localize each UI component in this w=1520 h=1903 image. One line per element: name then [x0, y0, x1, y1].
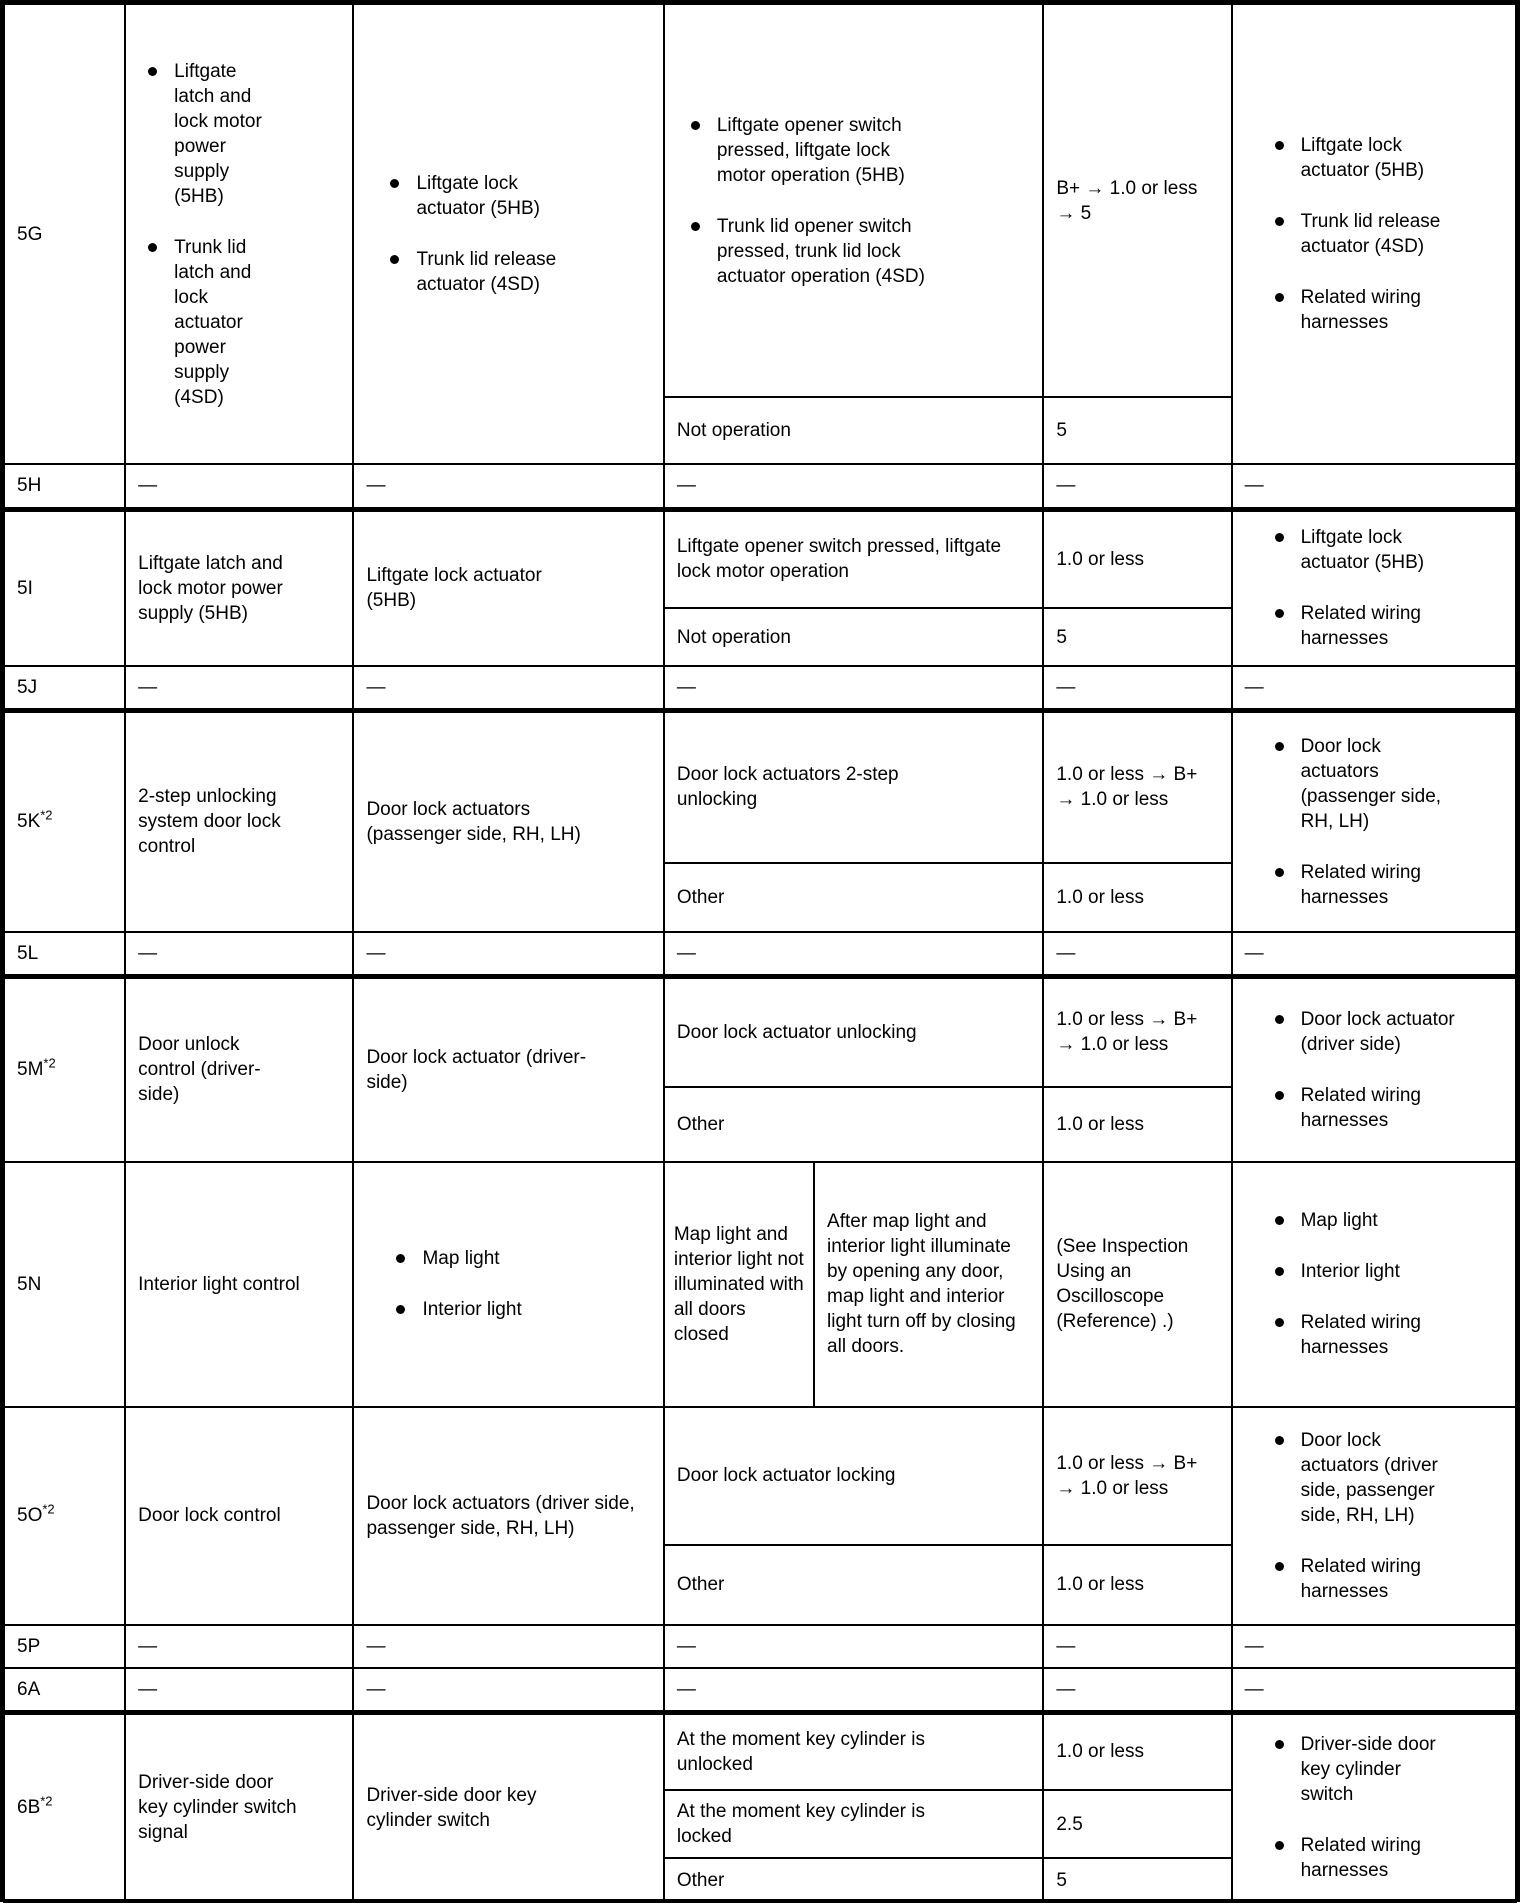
bullet-item	[1275, 1007, 1503, 1057]
condition-text: Not operation	[676, 626, 791, 648]
cell-6b-value-1	[1043, 1712, 1231, 1790]
cell-5i-connected	[353, 509, 663, 666]
terminal-code: 5L	[17, 942, 39, 964]
voltage-value: 1.0 or less	[1056, 1574, 1144, 1595]
description-text: 2-step unlocking system door lock control	[138, 786, 281, 858]
cell-5l-condition	[664, 932, 1043, 977]
parts-bullet-list	[1245, 1732, 1503, 1883]
cell-6a-connected	[353, 1668, 663, 1713]
bullet-icon	[1275, 533, 1284, 542]
bullet-text: Related wiring harnesses	[1300, 1312, 1421, 1358]
cell-5o-value-2	[1043, 1545, 1231, 1625]
cell-5m-value-2	[1043, 1087, 1231, 1162]
bullet-text: Interior light	[1300, 1261, 1400, 1282]
bullet-item	[1275, 601, 1503, 651]
cell-5o-condition-2	[664, 1545, 1043, 1625]
bullet-icon	[1275, 609, 1284, 618]
cell-5n-condition-a	[664, 1162, 814, 1407]
condition-text: At the moment key cylinder is unlocked	[676, 1728, 926, 1775]
cell-5g-description	[125, 4, 353, 464]
dash: —	[1244, 677, 1264, 698]
cell-5p-condition	[664, 1625, 1043, 1668]
condition-text: Other	[676, 886, 725, 908]
cell-5k-connected	[353, 711, 663, 932]
dash: —	[1056, 1635, 1076, 1657]
row-5p	[4, 1625, 1516, 1668]
row-5g	[4, 4, 1516, 397]
cell-5m-description	[125, 977, 353, 1162]
bullet-icon	[390, 179, 399, 188]
description-text: Door lock control	[138, 1505, 281, 1526]
voltage-value: 1.0 or less → B+ → 1.0 or less	[1056, 764, 1198, 811]
cell-5p-parts	[1232, 1625, 1516, 1668]
bullet-text: Liftgate latch and lock motor power supply (5HB)	[174, 60, 262, 207]
voltage-value: 1.0 or less	[1056, 1113, 1144, 1135]
dash: —	[676, 677, 696, 698]
bullet-item	[396, 1297, 650, 1322]
row-5o	[4, 1407, 1516, 1545]
cell-5i-condition-1	[664, 509, 1043, 608]
bullet-item	[1275, 1259, 1503, 1284]
dash: —	[1056, 475, 1076, 497]
bullet-text: Interior light	[422, 1299, 522, 1320]
bullet-icon	[396, 1254, 405, 1263]
cell-5o-condition-1	[664, 1407, 1043, 1545]
bullet-text: Door lock actuators (passenger side, RH, LH)	[1300, 735, 1442, 832]
voltage-value: 1.0 or less → B+ → 1.0 or less	[1056, 1009, 1198, 1056]
voltage-value: 5	[1056, 420, 1067, 441]
voltage-value: 5	[1056, 1869, 1067, 1891]
bullet-item	[1275, 1428, 1503, 1528]
cell-5h-connected	[353, 464, 663, 509]
cell-6b-description	[125, 1712, 353, 1902]
bullet-icon	[1275, 1841, 1284, 1850]
bullet-text: Related wiring harnesses	[1300, 1084, 1421, 1131]
bullet-icon	[1275, 1015, 1284, 1024]
dash: —	[1056, 1678, 1076, 1700]
cell-5l-parts	[1232, 932, 1516, 977]
cell-5p-connected	[353, 1625, 663, 1668]
cell-5h-terminal	[4, 464, 125, 509]
cell-5n-parts	[1232, 1162, 1516, 1407]
connected-bullet-list	[366, 171, 650, 297]
bullet-text: Liftgate lock actuator (5HB)	[416, 173, 540, 219]
cell-5l-connected	[353, 932, 663, 977]
parts-bullet-list	[1245, 1007, 1503, 1133]
cell-5l-description	[125, 932, 353, 977]
voltage-value: (See Inspection Using an Oscilloscope (Reference) .)	[1056, 1236, 1189, 1332]
cell-5h-value	[1043, 464, 1231, 509]
cell-6a-value	[1043, 1668, 1231, 1713]
dash: —	[138, 677, 158, 698]
dash: —	[366, 475, 386, 497]
bullet-icon	[1275, 293, 1284, 302]
cell-6b-condition-3	[664, 1858, 1043, 1902]
cell-5p-description	[125, 1625, 353, 1668]
cell-5g-condition-2	[664, 397, 1043, 464]
dash: —	[366, 1678, 386, 1700]
row-5m	[4, 977, 1516, 1087]
terminal-code: 5I	[17, 577, 33, 599]
bullet-text: Related wiring harnesses	[1300, 861, 1421, 908]
bullet-icon	[1275, 1562, 1284, 1571]
terminal-code-footnote: *2	[43, 1055, 56, 1071]
connected-text: Driver-side door key cylinder switch	[366, 1784, 537, 1831]
bullet-item	[1275, 1310, 1503, 1360]
cell-6b-value-2	[1043, 1790, 1231, 1858]
bullet-icon	[1275, 141, 1284, 150]
cell-6b-value-3	[1043, 1858, 1231, 1902]
condition-text: Other	[676, 1869, 725, 1891]
bullet-item	[1275, 860, 1503, 910]
dash: —	[676, 942, 696, 964]
terminal-code: 5N	[17, 1273, 42, 1295]
cell-5o-terminal	[4, 1407, 125, 1625]
dash: —	[676, 1635, 696, 1657]
cell-6a-condition	[664, 1668, 1043, 1713]
condition-text: Liftgate opener switch pressed, liftgate lock motor operation	[676, 536, 1002, 583]
bullet-icon	[1275, 742, 1284, 751]
bullet-icon	[691, 121, 700, 130]
cell-5g-value-1	[1043, 4, 1231, 397]
terminal-code: 5O	[17, 1505, 43, 1526]
condition-text: Door lock actuator locking	[676, 1465, 896, 1486]
condition-text: Door lock actuator unlocking	[676, 1021, 917, 1043]
cell-5n-description	[125, 1162, 353, 1407]
condition-text: Other	[676, 1574, 725, 1595]
terminal-code: 6A	[17, 1678, 41, 1700]
cell-6b-parts	[1232, 1712, 1516, 1902]
voltage-value: 5	[1056, 626, 1067, 648]
condition-text: Other	[676, 1113, 725, 1135]
row-6b	[4, 1712, 1516, 1790]
bullet-item	[1275, 1208, 1503, 1233]
bullet-item	[148, 235, 340, 410]
cell-5m-terminal	[4, 977, 125, 1162]
cell-5p-terminal	[4, 1625, 125, 1668]
dash: —	[1056, 677, 1076, 698]
connected-bullet-list	[366, 1246, 650, 1322]
bullet-icon	[148, 67, 157, 76]
bullet-item	[1275, 525, 1503, 575]
bullet-text: Trunk lid release actuator (4SD)	[416, 249, 557, 295]
cell-5j-description	[125, 666, 353, 711]
dash: —	[1244, 942, 1264, 964]
row-5i	[4, 509, 1516, 608]
cell-5k-description	[125, 711, 353, 932]
cell-5j-value	[1043, 666, 1231, 711]
terminal-code: 5M	[17, 1059, 44, 1081]
description-text: Door unlock control (driver-side)	[138, 1034, 261, 1106]
terminal-code: 6B	[17, 1797, 41, 1819]
cell-5l-terminal	[4, 932, 125, 977]
description-text: Interior light control	[138, 1273, 300, 1295]
bullet-icon	[148, 243, 157, 252]
cell-6b-terminal	[4, 1712, 125, 1902]
voltage-value: 1.0 or less	[1056, 548, 1144, 570]
cell-5h-parts	[1232, 464, 1516, 509]
bullet-item	[1275, 1732, 1503, 1807]
bullet-item	[1275, 209, 1503, 259]
cell-5m-value-1	[1043, 977, 1231, 1087]
dash: —	[676, 475, 696, 497]
cell-5m-parts	[1232, 977, 1516, 1162]
cell-6b-condition-1	[664, 1712, 1043, 1790]
bullet-icon	[1275, 1436, 1284, 1445]
cell-5j-connected	[353, 666, 663, 711]
bullet-item	[396, 1246, 650, 1271]
bullet-text: Liftgate lock actuator (5HB)	[1300, 527, 1425, 574]
voltage-value: 1.0 or less	[1056, 886, 1144, 908]
cell-5g-parts	[1232, 4, 1516, 464]
bullet-icon	[1275, 868, 1284, 877]
bullet-item	[1275, 1554, 1503, 1604]
cell-5j-terminal	[4, 666, 125, 711]
cell-5k-value-2	[1043, 863, 1231, 932]
cell-5k-condition-1	[664, 711, 1043, 863]
bullet-item	[691, 113, 1030, 188]
dash: —	[1244, 1678, 1264, 1700]
bullet-text: Related wiring harnesses	[1300, 287, 1421, 333]
terminal-code: 5G	[17, 223, 43, 245]
terminal-code: 5J	[17, 677, 38, 698]
bullet-item	[390, 247, 650, 297]
dash: —	[138, 475, 158, 497]
dash: —	[366, 1635, 386, 1657]
bullet-icon	[1275, 1318, 1284, 1327]
bullet-text: Liftgate opener switch pressed, liftgate lock motor operation (5HB)	[716, 114, 905, 186]
terminal-code-footnote: *2	[40, 807, 53, 823]
terminal-code-footnote: *2	[40, 1793, 53, 1809]
cell-5i-value-1	[1043, 509, 1231, 608]
bullet-text: Trunk lid release actuator (4SD)	[1300, 211, 1441, 257]
connected-text: Door lock actuator (driver-side)	[366, 1046, 587, 1093]
cell-5k-condition-2	[664, 863, 1043, 932]
condition-text: Map light and interior light not illuminated with all doors closed	[673, 1223, 804, 1345]
bullet-icon	[1275, 1267, 1284, 1276]
description-text: Driver-side door key cylinder switch signal	[138, 1772, 297, 1844]
cell-6b-condition-2	[664, 1790, 1043, 1858]
cell-5m-connected	[353, 977, 663, 1162]
dash: —	[138, 942, 158, 964]
parts-bullet-list	[1245, 525, 1503, 651]
condition-text: Not operation	[676, 420, 791, 441]
description-text: Liftgate latch and lock motor power supply (5HB)	[138, 552, 283, 624]
terminal-code: 5H	[17, 475, 42, 497]
cell-5p-value	[1043, 1625, 1231, 1668]
cell-6a-terminal	[4, 1668, 125, 1713]
bullet-item	[390, 171, 650, 221]
parts-bullet-list	[1245, 1428, 1503, 1604]
cell-5o-connected	[353, 1407, 663, 1625]
bullet-item	[1275, 734, 1503, 834]
cell-5i-description	[125, 509, 353, 666]
cell-6a-description	[125, 1668, 353, 1713]
cell-5g-condition-1	[664, 4, 1043, 397]
bullet-text: Trunk lid latch and lock actuator power supply (4SD)	[174, 236, 252, 408]
bullet-text: Related wiring harnesses	[1300, 1555, 1421, 1602]
cell-5i-parts	[1232, 509, 1516, 666]
row-5l	[4, 932, 1516, 977]
terminal-code-footnote: *2	[42, 1501, 55, 1517]
dash: —	[138, 1678, 158, 1700]
cell-5o-parts	[1232, 1407, 1516, 1625]
voltage-value: 2.5	[1056, 1813, 1083, 1835]
cell-5l-value	[1043, 932, 1231, 977]
bullet-item	[1275, 1083, 1503, 1133]
dash: —	[1056, 942, 1076, 964]
bullet-item	[1275, 1833, 1503, 1883]
parts-bullet-list	[1245, 133, 1503, 335]
condition-bullet-list	[677, 113, 1030, 289]
cell-5i-value-2	[1043, 608, 1231, 666]
cell-5m-condition-1	[664, 977, 1043, 1087]
cell-6a-parts	[1232, 1668, 1516, 1713]
cell-5k-terminal	[4, 711, 125, 932]
cell-5h-condition	[664, 464, 1043, 509]
voltage-value: B+ → 1.0 or less → 5	[1056, 177, 1198, 224]
cell-5g-value-2	[1043, 397, 1231, 464]
connected-text: Door lock actuators (driver side, passenger side, RH, LH)	[366, 1492, 635, 1539]
condition-text: At the moment key cylinder is locked	[676, 1801, 926, 1847]
bullet-text: Door lock actuator (driver side)	[1300, 1008, 1455, 1055]
cell-5j-condition	[664, 666, 1043, 711]
cell-5i-condition-2	[664, 608, 1043, 666]
bullet-icon	[1275, 217, 1284, 226]
dash: —	[1244, 475, 1264, 497]
bullet-icon	[1275, 1091, 1284, 1100]
cell-5o-value-1	[1043, 1407, 1231, 1545]
cell-5g-connected	[353, 4, 663, 464]
dash: —	[1244, 1635, 1264, 1657]
connected-text: Door lock actuators (passenger side, RH, LH)	[366, 798, 581, 845]
bullet-icon	[691, 222, 700, 231]
bullet-text: Related wiring harnesses	[1300, 1835, 1421, 1882]
bullet-item	[691, 214, 1030, 289]
terminal-code: 5K	[17, 811, 41, 833]
row-5j	[4, 666, 1516, 711]
dash: —	[366, 677, 386, 698]
condition-text: After map light and interior light illuminate by opening any door, map light and interior light turn off by closing all doors.	[827, 1211, 1016, 1357]
bullet-item	[148, 59, 340, 209]
bullet-text: Driver-side door key cylinder switch	[1300, 1734, 1436, 1806]
cell-6b-connected	[353, 1712, 663, 1902]
cell-5n-value	[1043, 1162, 1231, 1407]
bullet-text: Related wiring harnesses	[1300, 603, 1421, 650]
bullet-text: Map light	[1300, 1210, 1378, 1231]
voltage-value: 1.0 or less → B+ → 1.0 or less	[1056, 1452, 1198, 1499]
description-bullet-list	[138, 59, 340, 410]
cell-5i-terminal	[4, 509, 125, 666]
connected-text: Liftgate lock actuator (5HB)	[366, 565, 542, 612]
bullet-icon	[390, 255, 399, 264]
parts-bullet-list	[1245, 734, 1503, 910]
bullet-text: Liftgate lock actuator (5HB)	[1300, 135, 1425, 181]
cell-5n-terminal	[4, 1162, 125, 1407]
voltage-value: 1.0 or less	[1056, 1741, 1144, 1763]
bullet-icon	[1275, 1216, 1284, 1225]
cell-5k-parts	[1232, 711, 1516, 932]
bullet-icon	[1275, 1740, 1284, 1749]
bullet-text: Map light	[422, 1248, 500, 1269]
row-6a	[4, 1668, 1516, 1713]
cell-5n-condition-b	[814, 1162, 1043, 1407]
bullet-item	[1275, 133, 1503, 183]
cell-5m-condition-2	[664, 1087, 1043, 1162]
bullet-icon	[396, 1305, 405, 1314]
cell-5h-description	[125, 464, 353, 509]
bullet-text: Trunk lid opener switch pressed, trunk lid lock actuator operation (4SD)	[716, 215, 925, 287]
condition-text: Door lock actuators 2-step unlocking	[676, 764, 899, 811]
dash: —	[676, 1678, 696, 1700]
cell-5g-terminal	[4, 4, 125, 464]
terminal-voltage-table	[3, 3, 1517, 1903]
bullet-item	[1275, 285, 1503, 335]
dash: —	[138, 1635, 158, 1657]
row-5k	[4, 711, 1516, 863]
bullet-text: Door lock actuators (driver side, passenger side, RH, LH)	[1300, 1429, 1438, 1526]
parts-bullet-list	[1245, 1208, 1503, 1360]
dash: —	[366, 942, 386, 964]
terminal-code: 5P	[17, 1635, 41, 1657]
row-5n	[4, 1162, 1516, 1407]
row-5h	[4, 464, 1516, 509]
cell-5o-description	[125, 1407, 353, 1625]
cell-5k-value-1	[1043, 711, 1231, 863]
cell-5j-parts	[1232, 666, 1516, 711]
cell-5n-connected	[353, 1162, 663, 1407]
